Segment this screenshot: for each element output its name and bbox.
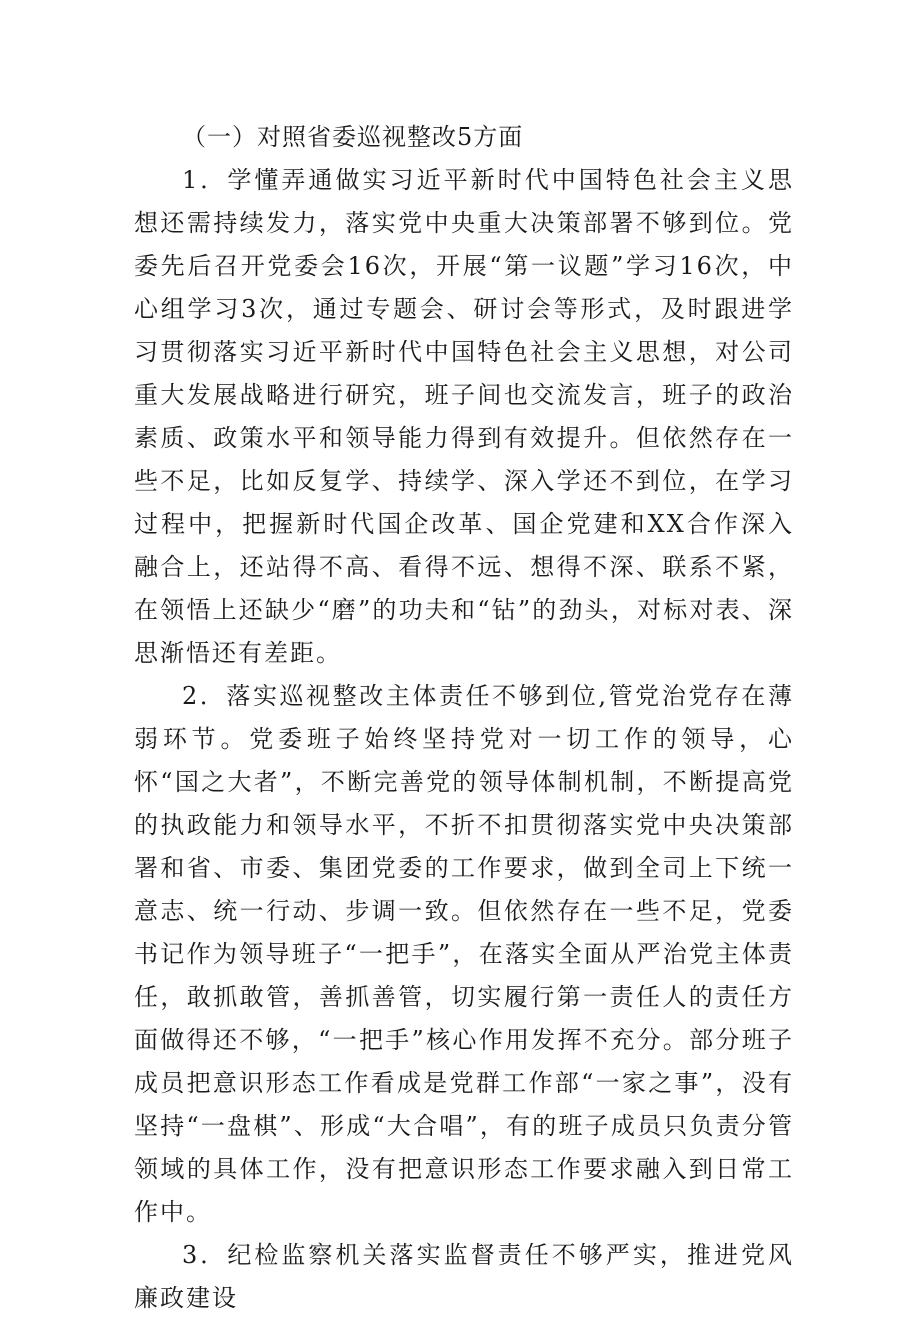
- paragraph-3: 3．纪检监察机关落实监督责任不够严实，推进党风廉政建设: [134, 1241, 794, 1312]
- document-body: [134, 116, 794, 1320]
- paragraph-1: 1．学懂弄通做实习近平新时代中国特色社会主义思想还需持续发力，落实党中央重大决策部署不够到位。党委先后召开党委会16次，开展“第一议题”学习16次，中心组学习3次，通过专题会、研讨会等形式，及时跟进学习贯彻落实习近平新时代中国特色社会主义思想，对公司重大发展战略进行研究，班子间也交流发言，班子的政治素质、政策水平和领导能力得到有效提升。但依然存在一些不足，比如反复学、持续学、深入学还不到位，在学习过程中，把握新时代国企改革、国企党建和XX合作深入融合上，还站得不高、看得不远、想得不深、联系不紧，在领悟上还缺少“磨”的功夫和“钻”的劲头，对标对表、深思渐悟还有差距。: [134, 166, 794, 667]
- section-heading: （一）对照省委巡视整改5方面: [182, 123, 524, 151]
- paragraph-2: 2．落实巡视整改主体责任不够到位,管党治党存在薄弱环节。党委班子始终坚持党对一切工作的领导，心怀“国之大者”，不断完善党的领导体制机制，不断提高党的执政能力和领导水平，不折不扣贯彻落实党中央决策部署和省、市委、集团党委的工作要求，做到全司上下统一意志、统一行动、步调一致。但依然存在一些不足，党委书记作为领导班子“一把手”，在落实全面从严治党主体责任，敢抓敢管，善抓善管，切实履行第一责任人的责任方面做得还不够，“一把手”核心作用发挥不充分。部分班子成员把意识形态工作看成是党群工作部“一家之事”，没有坚持“一盘棋”、形成“大合唱”，有的班子成员只负责分管领域的具体工作，没有把意识形态工作要求融入到日常工作中。: [134, 682, 794, 1226]
